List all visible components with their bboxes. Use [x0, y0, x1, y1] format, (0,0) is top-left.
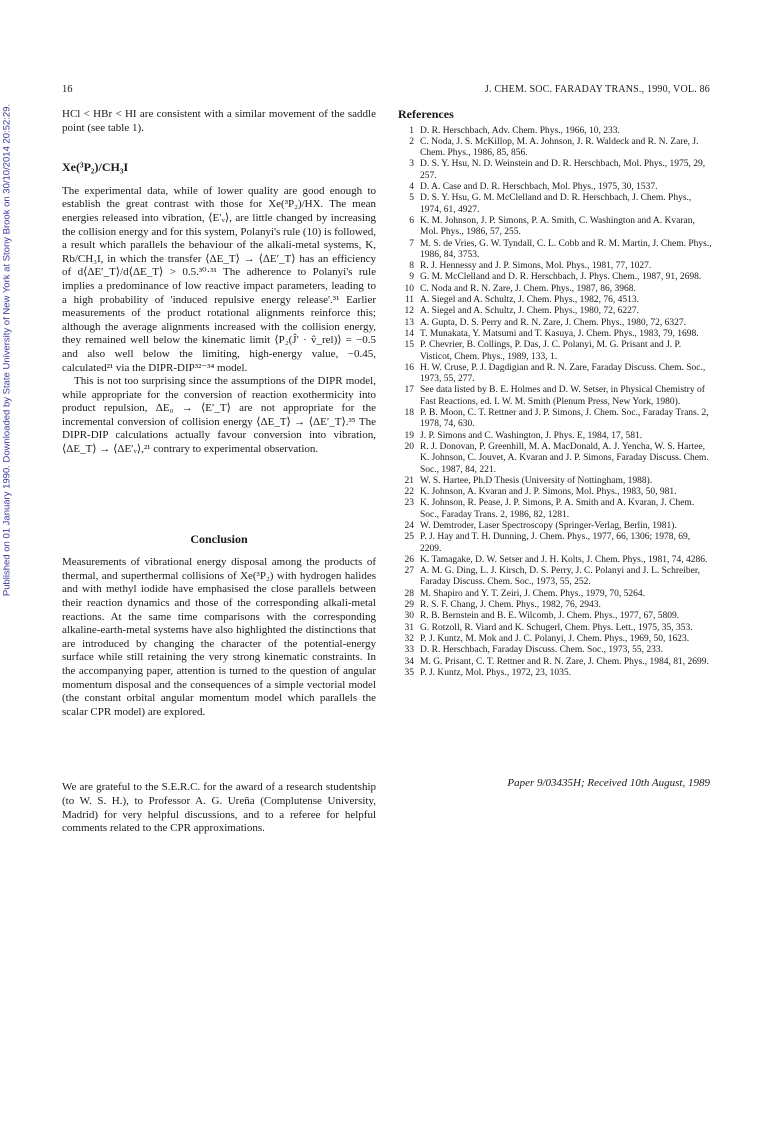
reference-text: A. Siegel and A. Schultz, J. Chem. Phys., 1982, 76, 4513. [420, 295, 640, 306]
reference-text: D. A. Case and D. R. Herschbach, Mol. Phys., 1975, 30, 1537. [420, 182, 658, 193]
reference-number: 12 [404, 306, 414, 317]
reference-number: 29 [404, 600, 414, 611]
reference-item [398, 340, 712, 363]
reference-text: R. J. Donovan, P. Greenhill, M. A. MacDonald, A. J. Yencha, W. S. Hartee, K. Johnson, C. Jouvet, A. Kvaran and J. P. Simons, Faraday Discuss. Chem. Soc., 1987, 84, 221. [420, 441, 709, 475]
reference-item [398, 431, 712, 442]
reference-text: D. S. Y. Hsu, G. M. McClelland and D. R. Herschbach, J. Chem. Phys., 1974, 61, 4927. [420, 193, 692, 215]
reference-item [398, 521, 712, 532]
reference-number: 7 [409, 238, 414, 249]
reference-item [398, 657, 712, 668]
reference-number: 25 [404, 532, 414, 543]
page-number: 16 [62, 84, 73, 95]
reference-number: 10 [404, 283, 414, 294]
reference-number: 33 [404, 645, 414, 656]
reference-item [398, 318, 712, 329]
reference-text: D. R. Herschbach, Adv. Chem. Phys., 1966, 10, 233. [420, 125, 620, 136]
reference-text: T. Munakata, Y. Matsumi and T. Kasuya, J. Chem. Phys., 1983, 79, 1698. [420, 328, 699, 339]
reference-number: 5 [409, 193, 414, 204]
reference-number: 14 [404, 328, 414, 339]
reference-text: D. R. Herschbach, Faraday Discuss. Chem. Soc., 1973, 55, 233. [420, 645, 664, 656]
reference-number: 31 [404, 622, 414, 633]
reference-text: A. Gupta, D. S. Perry and R. N. Zare, J. Chem. Phys., 1980, 72, 6327. [420, 317, 686, 328]
reference-item [398, 566, 712, 589]
reference-number: 3 [409, 159, 414, 170]
reference-item [398, 261, 712, 272]
reference-number: 8 [409, 261, 414, 272]
reference-text: K. M. Johnson, J. P. Simons, P. A. Smith, C. Washington and A. Kvaran, Mol. Phys., 1986, 57, 255. [420, 215, 695, 238]
reference-text: P. J. Hay and T. H. Dunning, J. Chem. Phys., 1977, 66, 1306; 1978, 69, 2209. [420, 532, 691, 554]
reference-item [398, 476, 712, 487]
reference-text: K. Johnson, A. Kvaran and J. P. Simons, Mol. Phys., 1983, 50, 981. [420, 487, 677, 498]
reference-number: 24 [404, 520, 414, 531]
reference-number: 19 [404, 430, 414, 441]
reference-number: 2 [409, 136, 414, 147]
left-column [62, 108, 376, 836]
reference-item [398, 555, 712, 566]
reference-number: 26 [404, 554, 414, 565]
reference-text: W. Demtroder, Laser Spectroscopy (Springer-Verlag, Berlin, 1981). [420, 520, 677, 531]
body-paragraph-2: This is not too surprising since the assumptions of the DIPR model, while appropriate for the conversion of reaction exothermicity into product repulsion, ΔE₀ → ⟨E′_T⟩ are not appropriate for the incremental conversion of collision energy ⟨ΔE_T⟩ → ⟨ΔE′_T⟩.³⁵ The DIPR-DIP calculations actually favour conversion into vibration, ⟨ΔE_T⟩ → ⟨ΔE′ᵥ⟩,²¹ contrary to experimental observation. [62, 375, 376, 456]
reference-item [398, 408, 712, 431]
reference-text: D. S. Y. Hsu, N. D. Weinstein and D. R. Herschbach, Mol. Phys., 1975, 29, 257. [420, 159, 706, 181]
reference-list [398, 126, 712, 680]
reference-text: P. J. Kuntz, Mol. Phys., 1972, 23, 1035. [420, 667, 571, 678]
reference-text: R. S. F. Chang, J. Chem. Phys., 1982, 76, 2943. [420, 600, 601, 611]
reference-item [398, 363, 712, 386]
reference-item [398, 668, 712, 679]
reference-number: 6 [409, 215, 414, 226]
conclusion-paragraph: Measurements of vibrational energy disposal among the products of thermal, and superthermal collisions of Xe(³P₂) with hydrogen halides and with methyl iodide have emphasised the close parallels between their reaction dynamics and those of the corresponding alkali-metal reactions. At the same time comparisons with the corresponding alkaline-earth-metal systems have also highlighted the distinctions that are introduced by changing the character of the potential-energy surface while still retaining the very strong kinematic constraints. In the accompanying paper, attention is turned to the question of angular momentum disposal and the consequences of a simple vectorial model (the constant orbital angular momentum model which parallels the scalar CPR model) are explored. [62, 556, 376, 718]
reference-item [398, 442, 712, 476]
reference-item [398, 611, 712, 622]
reference-item [398, 498, 712, 521]
reference-item [398, 284, 712, 295]
reference-text: M. G. Prisant, C. T. Rettner and R. N. Zare, J. Chem. Phys., 1984, 81, 2699. [420, 656, 709, 667]
reference-number: 22 [404, 487, 414, 498]
reference-item [398, 193, 712, 216]
reference-text: P. J. Kuntz, M. Mok and J. C. Polanyi, J. Chem. Phys., 1969, 50, 1623. [420, 633, 690, 644]
reference-item [398, 329, 712, 340]
reference-item [398, 600, 712, 611]
reference-number: 1 [409, 125, 414, 136]
reference-number: 23 [404, 498, 414, 509]
download-watermark [0, 0, 14, 700]
reference-text: G. Rotzoll, R. Viard and K. Schugerl, Chem. Phys. Lett., 1975, 35, 353. [420, 622, 693, 633]
reference-text: A. M. G. Ding, L. J. Kirsch, D. S. Perry, J. C. Polanyi and J. L. Schreiber, Faraday Discuss. Chem. Soc., 1973, 55, 252. [420, 566, 701, 588]
reference-text: J. P. Simons and C. Washington, J. Phys. E, 1984, 17, 581. [420, 430, 643, 441]
reference-number: 15 [404, 340, 414, 351]
reference-number: 11 [404, 295, 414, 306]
reference-number: 17 [404, 385, 414, 396]
acknowledgement-paragraph: We are grateful to the S.E.R.C. for the award of a research studentship (to W. S. H.), to Professor A. G. Ureña (Complutense University, Madrid) for very helpful discussions, and to a referee for helpful comments related to the CPR approximations. [62, 781, 376, 835]
reference-number: 18 [404, 408, 414, 419]
reference-text: K. Johnson, R. Pease, J. P. Simons, P. A. Smith and A. Kvaran, J. Chem. Soc., Faraday Trans. 2, 1986, 82, 1281. [420, 498, 695, 520]
reference-item [398, 645, 712, 656]
reference-number: 21 [404, 475, 414, 486]
section-heading-xe-ch3i: Xe(³P₂)/CH₃I [62, 160, 129, 175]
reference-item [398, 589, 712, 600]
intro-paragraph: HCl < HBr < HI are consistent with a similar movement of the saddle point (see table 1). [62, 108, 376, 134]
reference-text: P. Chevrier, B. Collings, P. Das, J. C. Polanyi, M. G. Prisant and J. P. Visticot, Chem. Phys., 1989, 133, 1. [420, 340, 682, 362]
paper-received-note: Paper 9/03435H; Received 10th August, 1989 [507, 777, 710, 789]
reference-text: P. B. Moon, C. T. Rettner and J. P. Simons, J. Chem. Soc., Faraday Trans. 2, 1978, 74, 630. [420, 408, 709, 430]
reference-text: C. Noda and R. N. Zare, J. Chem. Phys., 1987, 86, 3968. [420, 283, 636, 294]
reference-item [398, 137, 712, 160]
reference-text: K. Tamagake, D. W. Setser and J. H. Kolts, J. Chem. Phys., 1981, 74, 4286. [420, 554, 708, 565]
reference-number: 13 [404, 317, 414, 328]
reference-item [398, 239, 712, 262]
reference-number: 16 [404, 362, 414, 373]
reference-number: 30 [404, 611, 414, 622]
reference-number: 4 [409, 182, 414, 193]
journal-header: J. CHEM. SOC. FARADAY TRANS., 1990, VOL. 86 [484, 84, 710, 95]
reference-item [398, 159, 712, 182]
reference-text: R. J. Hennessy and J. P. Simons, Mol. Phys., 1981, 77, 1027. [420, 261, 652, 272]
reference-number: 32 [404, 633, 414, 644]
reference-text: G. M. McClelland and D. R. Herschbach, J. Phys. Chem., 1987, 91, 2698. [420, 272, 702, 283]
reference-item [398, 385, 712, 408]
reference-text: C. Noda, J. S. McKillop, M. A. Johnson, J. R. Waldeck and R. N. Zare, J. Chem. Phys., 1986, 85, 856. [420, 136, 699, 159]
reference-number: 20 [404, 441, 414, 452]
reference-text: See data listed by B. E. Holmes and D. W. Setser, in Physical Chemistry of Fast Reactions, ed. I. W. M. Smith (Plenum Press, New York, 1980). [420, 385, 705, 407]
reference-item [398, 272, 712, 283]
reference-number: 28 [404, 588, 414, 599]
reference-item [398, 532, 712, 555]
reference-item [398, 487, 712, 498]
reference-number: 34 [404, 656, 414, 667]
reference-text: M. Shapiro and Y. T. Zeiri, J. Chem. Phys., 1979, 70, 5264. [420, 588, 646, 599]
conclusion-heading: Conclusion [190, 531, 248, 546]
reference-item [398, 306, 712, 317]
reference-number: 27 [404, 566, 414, 577]
reference-text: H. W. Cruse, P. J. Dagdigian and R. N. Zare, Faraday Discuss. Chem. Soc., 1973, 55, 277. [420, 362, 706, 385]
reference-text: R. B. Bernstein and B. E. Wilcomb, J. Chem. Phys., 1977, 67, 5809. [420, 611, 680, 622]
reference-item [398, 216, 712, 239]
reference-number: 35 [404, 667, 414, 678]
body-paragraph-1: The experimental data, while of lower quality are good enough to establish the great contrast with those for Xe(³P₂)/HX. The mean energies released into vibration, ⟨E′ᵥ⟩, are little changed by increasing the collision energy and for this system, Polanyi's rule (10) is followed, a result which parallels the behaviour of the alkali-metal systems, K, Rb/CH₃I, in which the transfer ⟨ΔE_T⟩ → ⟨ΔE′_T⟩ has an efficiency of d⟨ΔE′_T⟩/d⟨ΔE_T⟩ > 0.5.³⁰·³¹ The adherence to Polanyi's rule implies a predominance of low reactive impact parameters, leading to a high probability of 'induced repulsive energy release'.³¹ Earlier measurements of the product rotational alignments reinforce this; although the average alignments increased with the collision energy, they remained well below the kinematic limit ⟨P₂(Ĵ′ · v̂_rel)⟩ = −0.5 and also well below the limiting, high-energy value, −0.45, calculated²¹ via the DIPR-DIP³²⁻³⁴ model. [62, 184, 376, 374]
reference-text: M. S. de Vries, G. W. Tyndall, C. L. Cobb and R. M. Martin, J. Chem. Phys., 1986, 84, 3753. [420, 238, 712, 260]
reference-item [398, 182, 712, 193]
reference-number: 9 [409, 272, 414, 283]
reference-text: W. S. Hartee, Ph.D Thesis (University of Nottingham, 1988). [420, 475, 653, 486]
reference-item [398, 126, 712, 137]
watermark-text: Published on 01 January 1990. Downloaded by State University of New York at Stony Brook on 30/10/2014 20:52:29. [1, 103, 13, 597]
reference-item [398, 295, 712, 306]
references-heading: References [398, 107, 454, 121]
reference-text: A. Siegel and A. Schultz, J. Chem. Phys., 1980, 72, 6227. [420, 306, 640, 317]
reference-item [398, 623, 712, 634]
references-column [398, 108, 712, 679]
reference-item [398, 634, 712, 645]
